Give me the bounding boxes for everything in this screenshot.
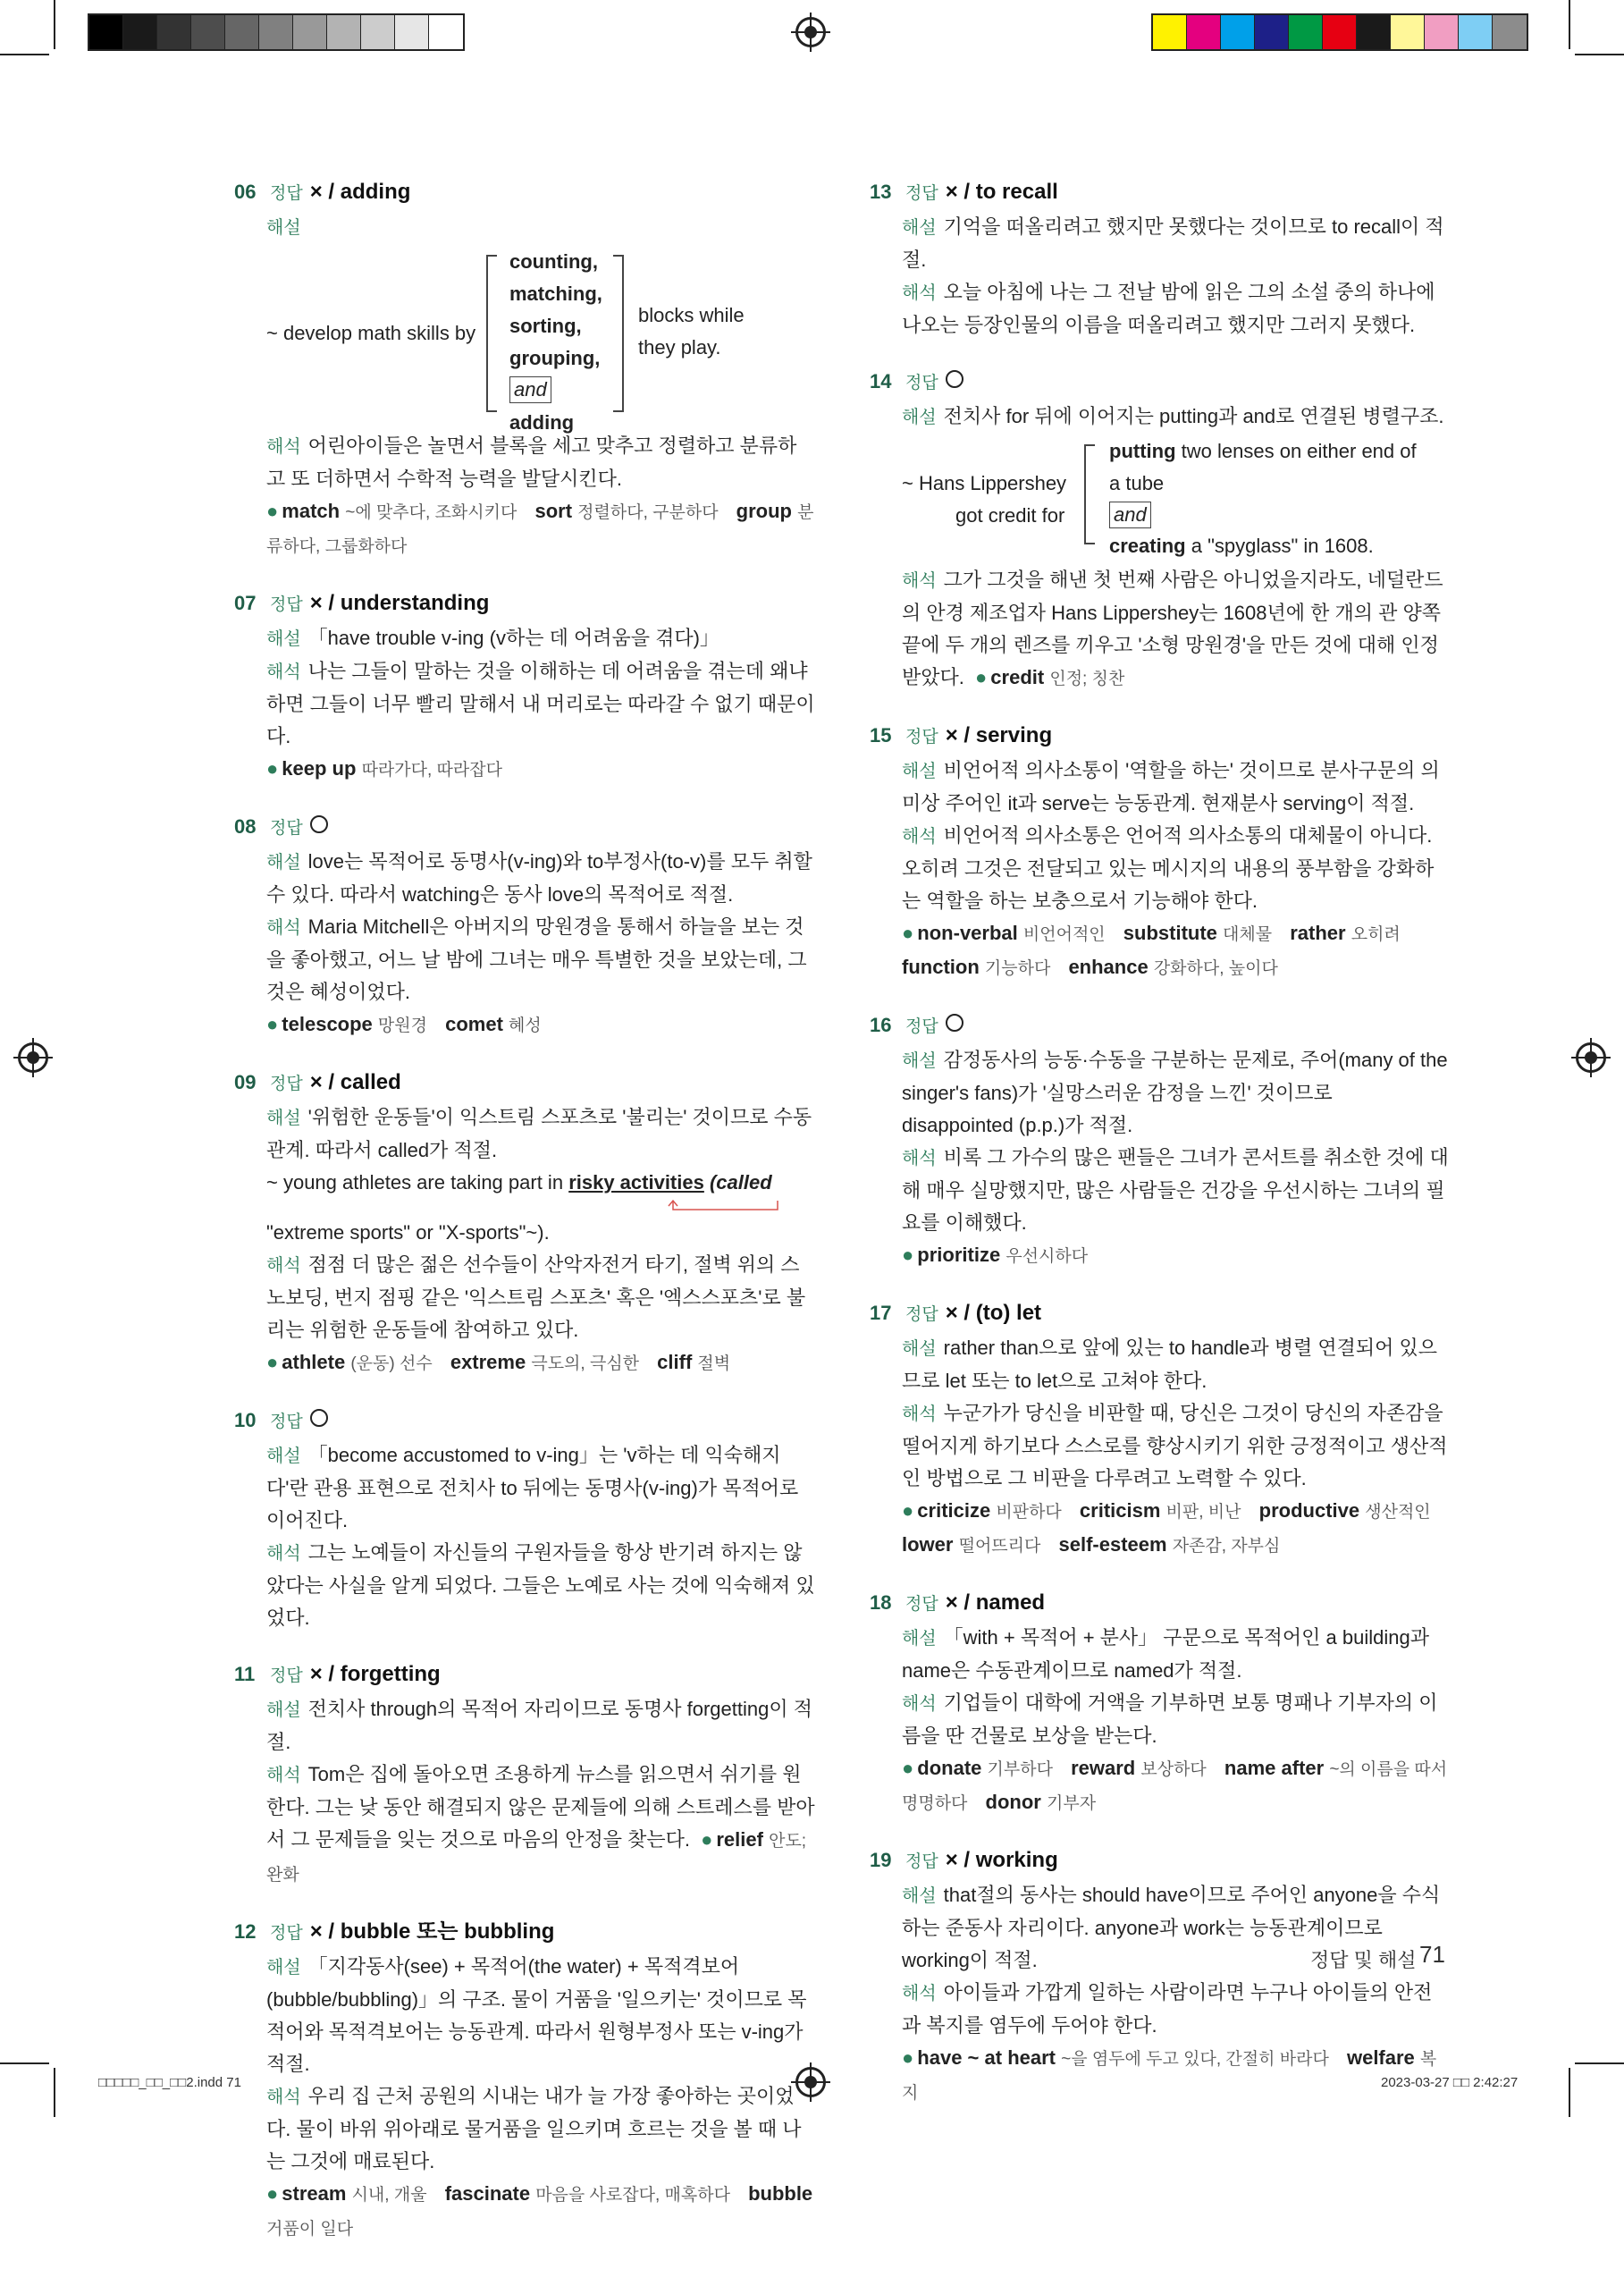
vocab-word: criticism — [1079, 1499, 1161, 1522]
answer-text: × / adding — [309, 180, 411, 204]
answer-item-08 — [234, 810, 815, 1042]
translation-text: 점점 더 많은 젊은 선수들이 산악자전거 타기, 절벽 위의 스노보딩, 번지 점핑 같은 '익스트림 스포츠' 혹은 '엑스스포츠'로 불리는 위험한 운동들에 참여하고 있다. — [266, 1253, 806, 1341]
diagram-item-a — [1109, 435, 1417, 468]
answer-text: × / forgetting — [309, 1662, 441, 1686]
color-swatch — [395, 15, 429, 49]
diagram-item-b-rest: a "spyglass" in 1608. — [1191, 535, 1374, 557]
correct-circle-icon — [946, 1014, 963, 1032]
registration-mark-icon — [18, 1042, 48, 1073]
item-number: 10 — [234, 1409, 257, 1431]
color-swatch — [259, 15, 293, 49]
vocab-meaning: 따라가다, 따라잡다 — [361, 761, 502, 780]
explanation-tag: 해설 — [902, 408, 937, 427]
explanation-tag: 해설 — [266, 1700, 301, 1720]
example-prefix: ~ young athletes are taking part in — [266, 1171, 564, 1194]
vocab-meaning: 기능하다 — [984, 959, 1051, 978]
translation-tag: 해석 — [266, 437, 301, 457]
answer-text: × / (to) let — [945, 1301, 1042, 1325]
vocab-meaning: 오히려 — [1351, 925, 1401, 944]
color-swatch — [191, 15, 225, 49]
answer-item-10 — [234, 1404, 815, 1634]
explanation-text: 비언어적 의사소통이 '역할을 하는' 것이므로 분사구문의 의미상 주어인 it과 serve는 능동관계. 현재분사 serving이 적절. — [902, 759, 1440, 814]
vocab-word: cliff — [657, 1351, 693, 1373]
translation-text: 나는 그들이 말하는 것을 이해하는 데 어려움을 겪는데 왜냐하면 그들이 너무 빨리 말해서 내 머리로는 따라갈 수 없기 때문이다. — [266, 660, 815, 747]
process-color-bar — [1151, 13, 1528, 51]
vocab-meaning: 기부자 — [1047, 1794, 1097, 1813]
vocab-word: fascinate — [444, 2182, 531, 2205]
modification-arrow — [266, 1199, 815, 1217]
explanation-tag: 해설 — [266, 853, 301, 873]
color-swatch — [225, 15, 259, 49]
vocab-meaning: 정렬하다, 구분하다 — [577, 503, 719, 522]
vocab-meaning: 강화하다, 높이다 — [1153, 959, 1278, 978]
vocab-meaning: 비판하다 — [996, 1503, 1062, 1522]
vocab-word: donor — [985, 1791, 1041, 1813]
vocab-meaning: 망원경 — [377, 1016, 427, 1035]
slug-filename: □□□□□_□□_□□2.indd 71 — [98, 2075, 241, 2090]
arrow-icon — [266, 1199, 803, 1219]
translation-text: 그는 노예들이 자신들의 구원자들을 항상 반기려 하지는 않았다는 사실을 알게 되었다. 그들은 노예로 사는 것에 익숙해져 있었다. — [266, 1541, 815, 1629]
right-bracket — [613, 255, 624, 412]
answer-text: × / working — [945, 1848, 1058, 1872]
vocab-word: criticize — [917, 1499, 991, 1522]
vocab-list: ● match ~에 맞추다, 조화시키다 sort 정렬하다, 구분하다 group 분류하다, 그룹화하다 — [266, 500, 814, 556]
answer-tag: 정답 — [270, 1075, 303, 1093]
vocab-meaning: ~을 염두에 두고 있다, 간절히 바라다 — [1061, 2050, 1329, 2069]
color-swatch — [293, 15, 327, 49]
translation-tag: 해석 — [902, 1984, 937, 2003]
crop-mark — [1575, 2062, 1624, 2064]
answer-item-06 — [234, 175, 815, 563]
vocab-word: rather — [1290, 922, 1346, 944]
explanation-text: '위험한 운동들'이 익스트림 스포츠로 '불리는' 것이므로 수동관계. 따라서 called가 적절. — [266, 1106, 812, 1161]
explanation-tag: 해설 — [902, 1629, 937, 1649]
vocab-meaning: ~에 맞추다, 조화시키다 — [345, 503, 517, 522]
diagram-suffix: blocks while — [638, 304, 745, 326]
explanation-tag: 해설 — [266, 218, 301, 238]
translation-text: Maria Mitchell은 아버지의 망원경을 통해서 하늘을 보는 것을 좋아했고, 어느 날 밤에 그녀는 매우 특별한 것을 보았는데, 그것은 혜성이었다. — [266, 915, 807, 1003]
vocab-word: relief — [716, 1828, 763, 1851]
answer-tag: 정답 — [905, 728, 938, 746]
vocab-meaning: 대체물 — [1223, 925, 1273, 944]
crop-mark — [0, 2062, 49, 2064]
translation-text: 오늘 아침에 나는 그 전날 밤에 읽은 그의 소설 중의 하나에 나오는 등장인물의 이름을 떠올리려고 했지만 그러지 못했다. — [902, 281, 1435, 336]
answer-tag: 정답 — [905, 184, 938, 203]
color-swatch — [89, 15, 123, 49]
color-swatch — [1425, 15, 1459, 49]
vocab-meaning: 안도; 완화 — [266, 1832, 807, 1885]
item-number: 12 — [234, 1920, 257, 1943]
answer-tag: 정답 — [905, 374, 938, 392]
vocab-word: have ~ at heart — [917, 2046, 1056, 2069]
diagram-item: sorting, — [509, 315, 582, 337]
parallel-structure-diagram — [870, 435, 1449, 557]
answer-text: × / understanding — [309, 591, 490, 615]
vocab-word: sort — [534, 500, 573, 522]
color-swatch — [123, 15, 157, 49]
item-number: 14 — [870, 370, 892, 392]
vocab-meaning: (운동) 선수 — [350, 1354, 433, 1373]
color-swatch — [157, 15, 191, 49]
vocab-word: reward — [1071, 1757, 1136, 1779]
color-swatch — [1187, 15, 1221, 49]
diagram-item-b — [1109, 530, 1374, 562]
explanation-text: 「지각동사(see) + 목적어(the water) + 목적격보어(bubble/bubbling)」의 구조. 물이 거품을 '일으키는' 것이므로 목적어와 목적격보어는 능동관계. 따라서 원형부정사 또는 v-ing가 적절. — [266, 1955, 807, 2075]
answer-text: × / serving — [945, 723, 1053, 747]
left-bracket — [1084, 444, 1095, 544]
translation-text: 비언어적 의사소통은 언어적 의사소통의 대체물이 아니다. 오히려 그것은 전달되고 있는 메시지의 내용의 풍부함을 강화하는 역할을 하는 보충으로서 기능해야 한다. — [902, 824, 1435, 912]
color-swatch — [1391, 15, 1425, 49]
vocab-list: ● telescope 망원경 comet 혜성 — [266, 1013, 542, 1035]
example-sentence — [234, 1167, 815, 1199]
answer-item-13 — [870, 175, 1449, 342]
answer-tag: 정답 — [270, 184, 303, 203]
diagram-item: counting, — [509, 250, 598, 273]
vocab-word: group — [736, 500, 792, 522]
diagram-prefix: ~ develop math skills by — [266, 322, 476, 344]
translation-tag: 해석 — [902, 1694, 937, 1714]
gray-color-bar — [88, 13, 465, 51]
answer-item-12 — [234, 1915, 815, 2246]
vocab-meaning: 극도의, 극심한 — [531, 1354, 640, 1373]
answer-item-11 — [234, 1657, 815, 1892]
gerund-putting: putting — [1109, 440, 1176, 462]
vocab-word: athlete — [282, 1351, 346, 1373]
vocab-word: credit — [990, 666, 1045, 688]
item-number: 17 — [870, 1302, 892, 1324]
participle: (called — [709, 1171, 772, 1194]
vocab-word: self-esteem — [1058, 1533, 1167, 1556]
diagram-prefix: got credit for — [955, 504, 1065, 527]
diagram-item-a-line2: a tube — [1109, 472, 1165, 494]
crop-mark — [1569, 0, 1570, 49]
crop-mark — [54, 0, 55, 49]
explanation-tag: 해설 — [266, 1447, 301, 1466]
vocab-list: ● stream 시내, 개울 fascinate 마음을 사로잡다, 매혹하다 bubble 거품이 일다 — [266, 2182, 813, 2239]
vocab-list: ● donate 기부하다 reward 보상하다 name after ~의 이름을 따서 명명하다 donor 기부자 — [902, 1757, 1448, 1813]
item-number: 06 — [234, 181, 257, 203]
explanation-tag: 해설 — [266, 629, 301, 649]
explanation-tag: 해설 — [902, 1886, 937, 1906]
explanation-text: love는 목적어로 동명사(v-ing)와 to부정사(to-v)를 모두 취할 수 있다. 따라서 watching은 동사 love의 목적어로 적절. — [266, 850, 812, 906]
answer-tag: 정답 — [905, 1595, 938, 1614]
vocab-word: function — [902, 956, 980, 978]
translation-tag: 해석 — [902, 283, 937, 303]
answer-item-19 — [870, 1843, 1449, 2110]
translation-tag: 해석 — [902, 1149, 937, 1168]
answer-tag: 정답 — [270, 1666, 303, 1685]
translation-text: 어린아이들은 놀면서 블록을 세고 맞추고 정렬하고 분류하고 또 더하면서 수학적 능력을 발달시킨다. — [266, 434, 797, 490]
crop-mark — [1569, 2068, 1570, 2117]
vocab-word: enhance — [1068, 956, 1149, 978]
answer-text: × / bubble 또는 bubbling — [309, 1919, 555, 1944]
example-line: "extreme sports" or "X-sports"~). — [266, 1221, 550, 1244]
vocab-meaning: 우선시하다 — [1006, 1247, 1089, 1266]
vocab-list: ● athlete (운동) 선수 extreme 극도의, 극심한 cliff 절벽 — [266, 1351, 731, 1373]
translation-text: 기업들이 대학에 거액을 기부하면 보통 명패나 기부자의 이름을 딴 건물로 보상을 받는다. — [902, 1691, 1438, 1747]
diagram-conjunction: and — [1109, 502, 1151, 528]
answer-tag: 정답 — [270, 1924, 303, 1943]
color-swatch — [1493, 15, 1527, 49]
diagram-prefix: ~ Hans Lippershey — [902, 472, 1067, 494]
color-swatch — [1289, 15, 1323, 49]
vocab-word: comet — [445, 1013, 503, 1035]
answer-tag: 정답 — [270, 595, 303, 614]
answer-text: × / to recall — [945, 180, 1058, 204]
vocab-list: ● criticize 비판하다 criticism 비판, 비난 productive 생산적인 lower 떨어뜨리다 self-esteem 자존감, 자부심 — [902, 1499, 1431, 1556]
item-number: 19 — [870, 1849, 892, 1871]
vocab-meaning: 비언어적인 — [1022, 925, 1106, 944]
explanation-text: 감정동사의 능동·수동을 구분하는 문제로, 주어(many of the singer's fans)가 '실망스러운 감정을 느낀' 것이므로 disappointed (p.p.)가 적절. — [902, 1049, 1448, 1136]
crop-mark — [54, 2068, 55, 2117]
vocab-word: bubble — [748, 2182, 813, 2205]
item-number: 07 — [234, 592, 257, 614]
vocab-list: ● credit 인정; 칭찬 — [975, 666, 1125, 688]
vocab-list: ● relief 안도; 완화 — [266, 1828, 807, 1885]
explanation-tag: 해설 — [902, 1339, 937, 1359]
answer-tag: 정답 — [270, 1413, 303, 1431]
vocab-word: keep up — [282, 757, 357, 780]
translation-tag: 해석 — [902, 827, 937, 847]
translation-text: 우리 집 근처 공원의 시내는 내가 늘 가장 좋아하는 곳이었다. 물이 바위 위아래로 물거품을 일으키며 흐르는 것을 볼 때 나는 그것에 매료된다. — [266, 2085, 802, 2172]
explanation-text: rather than으로 앞에 있는 to handle과 병렬 연결되어 있으므로 let 또는 to let으로 고쳐야 한다. — [902, 1337, 1438, 1392]
explanation-text: 「have trouble v-ing (v하는 데 어려움을 겪다)」 — [307, 627, 719, 649]
explanation-text: 「become accustomed to v-ing」는 'v하는 데 익숙해지다'란 관용 표현으로 전치사 to 뒤에는 동명사(v-ing)가 목적어로 이어진다. — [266, 1444, 799, 1531]
answer-item-18 — [870, 1586, 1449, 1820]
vocab-meaning: 분류하다, 그룹화하다 — [266, 503, 814, 556]
translation-tag: 해석 — [266, 2088, 301, 2107]
translation-tag: 해석 — [266, 1544, 301, 1564]
answer-text: × / called — [309, 1070, 401, 1094]
vocab-list: ● keep up 따라가다, 따라잡다 — [266, 757, 502, 780]
translation-text: 그가 그것을 해낸 첫 번째 사람은 아니었을지라도, 네덜란드의 안경 제조업자 Hans Lippershey는 1608년에 한 개의 관 양쪽 끝에 두 개의 렌즈를 끼우고 '소형 망원경'을 만든 것에 대해 인정받았다. — [902, 569, 1443, 688]
color-swatch — [1323, 15, 1357, 49]
diagram-item: adding — [509, 411, 575, 434]
left-bracket — [486, 255, 497, 412]
translation-text: 비록 그 가수의 많은 팬들은 그녀가 콘서트를 취소한 것에 대해 매우 실망했지만, 많은 사람들은 건강을 우선시하는 그녀의 필요를 이해했다. — [902, 1146, 1449, 1234]
color-swatch — [361, 15, 395, 49]
vocab-meaning: 혜성 — [509, 1016, 542, 1035]
explanation-tag: 해설 — [266, 1109, 301, 1128]
translation-text: Tom은 집에 돌아오면 조용하게 뉴스를 읽으면서 쉬기를 원한다. 그는 낮 동안 해결되지 않은 문제들에 의해 스트레스를 받아서 그 문제들을 잊는 것으로 마음의 안정을 찾는다. — [266, 1763, 815, 1851]
translation-tag: 해석 — [902, 1404, 937, 1424]
vocab-meaning: 인정; 칭찬 — [1049, 670, 1125, 688]
vocab-meaning: ~의 이름을 따서 명명하다 — [902, 1760, 1448, 1813]
registration-mark-icon — [1576, 1042, 1606, 1073]
correct-circle-icon — [946, 370, 963, 388]
vocab-meaning: 생산적인 — [1365, 1503, 1431, 1522]
vocab-word: donate — [917, 1757, 982, 1779]
translation-tag: 해석 — [266, 1766, 301, 1785]
vocab-word: extreme — [450, 1351, 526, 1373]
vocab-meaning: 거품이 일다 — [266, 2220, 354, 2239]
parallel-structure-diagram — [234, 246, 815, 434]
item-number: 09 — [234, 1071, 257, 1093]
vocab-list: ● prioritize 우선시하다 — [902, 1244, 1089, 1266]
vocab-meaning: 자존감, 자부심 — [1172, 1537, 1281, 1556]
right-column — [870, 175, 1449, 2133]
translation-tag: 해석 — [266, 1256, 301, 1276]
item-number: 18 — [870, 1591, 892, 1614]
diagram-item: grouping, — [509, 347, 601, 369]
diagram-conjunction: and — [509, 376, 551, 403]
vocab-list: ● non-verbal 비언어적인 substitute 대체물 rather 오히려 function 기능하다 enhance 강화하다, 높이다 — [902, 922, 1401, 978]
page-number: 71 — [1419, 1941, 1445, 1968]
vocab-word: stream — [282, 2182, 347, 2205]
explanation-tag: 해설 — [902, 1051, 937, 1071]
explanation-tag: 해설 — [902, 762, 937, 781]
color-swatch — [1255, 15, 1289, 49]
color-swatch — [327, 15, 361, 49]
answer-item-14 — [870, 365, 1449, 696]
item-number: 13 — [870, 181, 892, 203]
registration-mark-icon — [795, 17, 826, 47]
item-number: 15 — [870, 724, 892, 746]
answer-tag: 정답 — [905, 1305, 938, 1324]
explanation-tag: 해설 — [266, 1958, 301, 1978]
answer-tag: 정답 — [270, 819, 303, 838]
item-number: 16 — [870, 1014, 892, 1036]
vocab-meaning: 마음을 사로잡다, 매혹하다 — [535, 2186, 730, 2205]
color-swatch — [1357, 15, 1391, 49]
modified-noun: risky activities — [568, 1171, 704, 1194]
correct-circle-icon — [310, 1409, 328, 1427]
vocab-list: ● have ~ at heart ~을 염두에 두고 있다, 간절히 바라다 welfare 복지 — [902, 2046, 1437, 2103]
footer-section-label: 정답 및 해설 — [1310, 1949, 1417, 1971]
vocab-word: lower — [902, 1533, 954, 1556]
answer-text: × / named — [945, 1590, 1046, 1615]
vocab-word: non-verbal — [917, 922, 1018, 944]
vocab-meaning: 복지 — [902, 2050, 1437, 2103]
item-number: 08 — [234, 815, 257, 838]
vocab-word: substitute — [1123, 922, 1217, 944]
translation-text: 아이들과 가깝게 일하는 사람이라면 누구나 아이들의 안전과 복지를 염두에 두어야 한다. — [902, 1981, 1433, 2037]
vocab-meaning: 기부하다 — [987, 1760, 1053, 1779]
diagram-suffix: they play. — [638, 336, 721, 358]
explanation-tag: 해설 — [902, 218, 937, 238]
vocab-meaning: 절벽 — [697, 1354, 731, 1373]
vocab-meaning: 보상하다 — [1140, 1760, 1207, 1779]
answer-tag: 정답 — [905, 1017, 938, 1036]
answer-item-07 — [234, 586, 815, 787]
answer-tag: 정답 — [905, 1852, 938, 1871]
explanation-text: 전치사 for 뒤에 이어지는 putting과 and로 연결된 병렬구조. — [943, 405, 1444, 427]
color-swatch — [1221, 15, 1255, 49]
explanation-text: 「with + 목적어 + 분사」 구문으로 목적어인 a building과 name은 수동관계이므로 named가 적절. — [902, 1626, 1429, 1682]
correct-circle-icon — [310, 815, 328, 833]
color-swatch — [1153, 15, 1187, 49]
answer-item-16 — [870, 1008, 1449, 1273]
left-column — [234, 175, 815, 2269]
diagram-item: matching, — [509, 283, 602, 305]
answer-item-09 — [234, 1066, 815, 1380]
translation-tag: 해석 — [266, 918, 301, 938]
vocab-word: match — [282, 500, 341, 522]
vocab-word: name after — [1224, 1757, 1325, 1779]
explanation-text: that절의 동사는 should have이므로 주어인 anyone을 수식하는 준동사 자리이다. anyone과 work는 능동관계이므로 working이 적절. — [902, 1884, 1441, 1971]
vocab-word: welfare — [1346, 2046, 1415, 2069]
explanation-text: 기억을 떠올리려고 했지만 못했다는 것이므로 to recall이 적절. — [902, 215, 1444, 271]
vocab-meaning: 떨어뜨리다 — [958, 1537, 1041, 1556]
vocab-meaning: 시내, 개울 — [351, 2186, 427, 2205]
color-swatch — [1459, 15, 1493, 49]
translation-tag: 해석 — [902, 571, 937, 591]
gerund-creating: creating — [1109, 535, 1186, 557]
vocab-meaning: 비판, 비난 — [1165, 1503, 1241, 1522]
vocab-word: productive — [1258, 1499, 1360, 1522]
crop-mark — [0, 54, 49, 55]
translation-text: 누군가가 당신을 비판할 때, 당신은 그것이 당신의 자존감을 떨어지게 하기보다 스스로를 향상시키기 위한 긍정적이고 생산적인 방법으로 그 비판을 다루려고 노력할 수 있다. — [902, 1402, 1448, 1489]
vocab-word: prioritize — [917, 1244, 1001, 1266]
answer-item-15 — [870, 719, 1449, 985]
explanation-text: 전치사 through의 목적어 자리이므로 동명사 forgetting이 적절. — [266, 1698, 812, 1753]
translation-tag: 해석 — [266, 662, 301, 682]
item-number: 11 — [234, 1663, 256, 1685]
diagram-item-a-rest: two lenses on either end of — [1181, 440, 1417, 462]
slug-timestamp: 2023-03-27 □□ 2:42:27 — [1381, 2075, 1519, 2090]
crop-mark — [1575, 54, 1624, 55]
answer-item-17 — [870, 1296, 1449, 1563]
vocab-word: telescope — [282, 1013, 373, 1035]
color-swatch — [429, 15, 463, 49]
